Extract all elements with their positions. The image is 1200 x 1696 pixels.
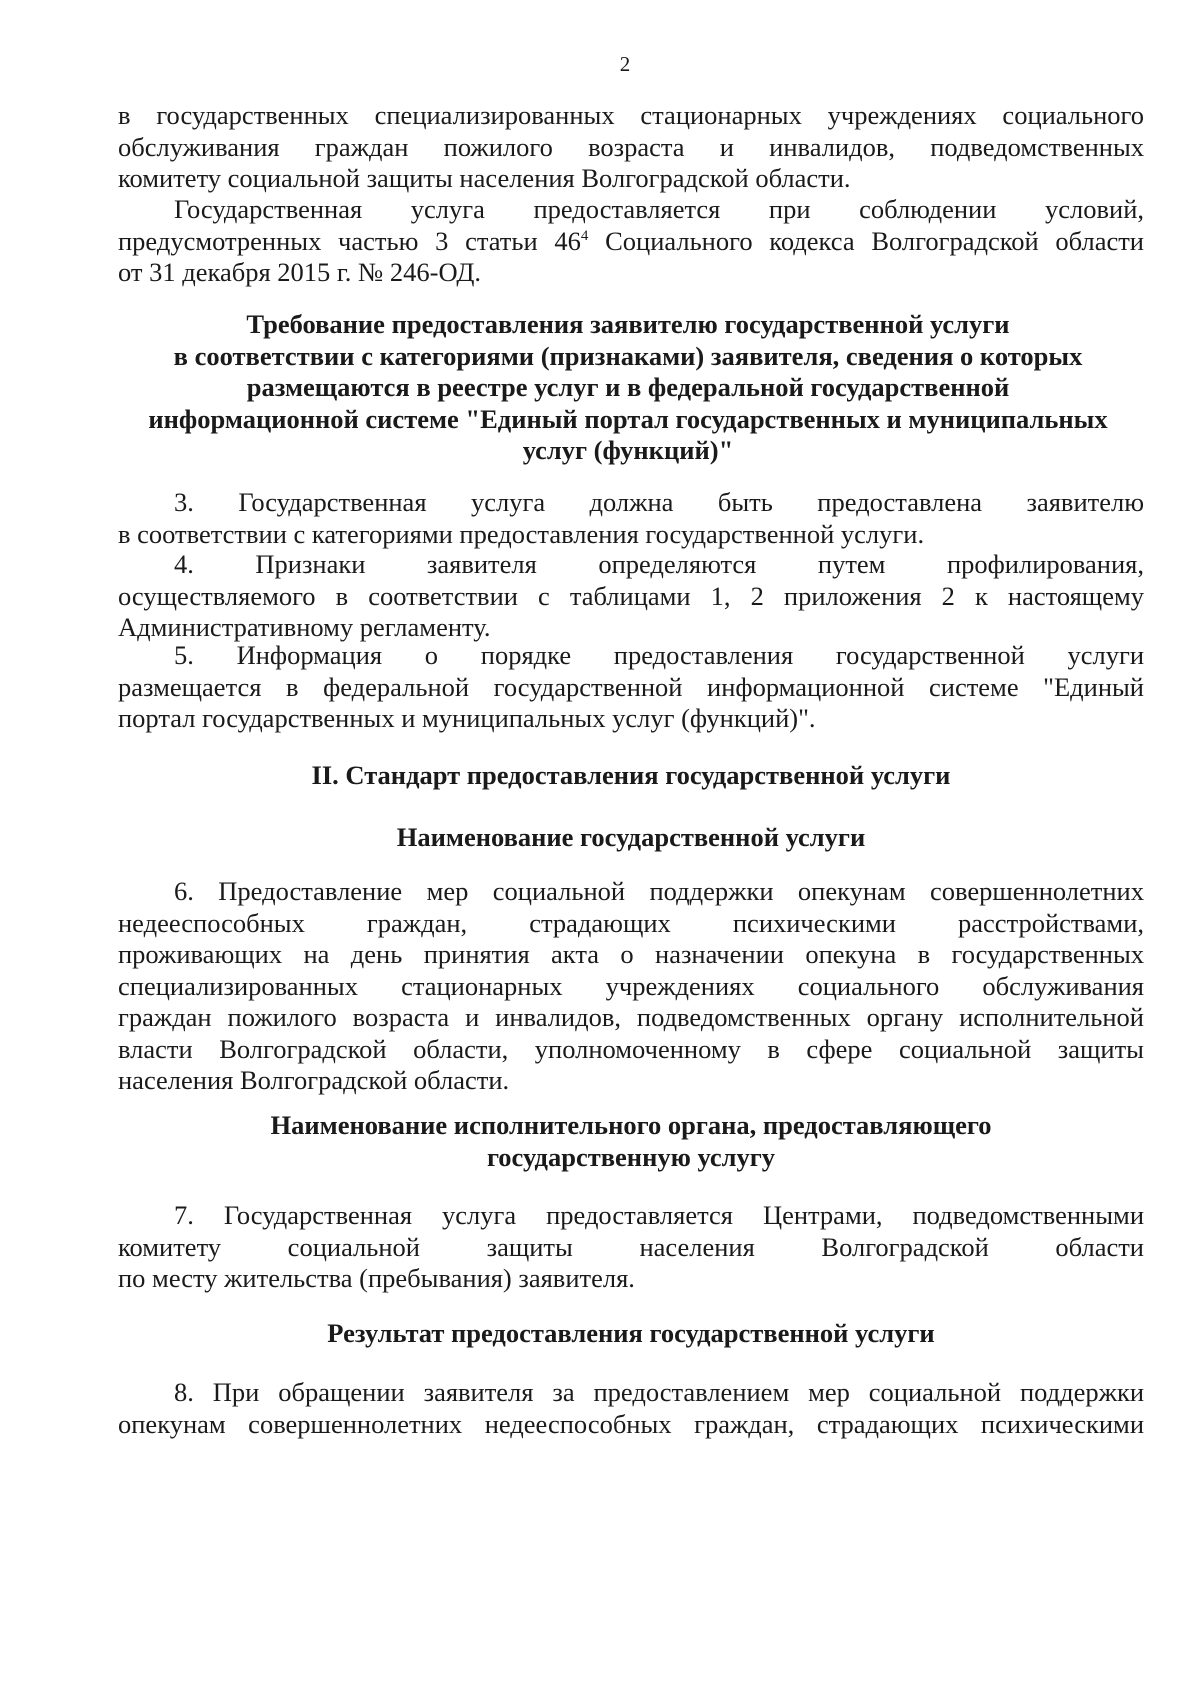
heading-line: Наименование исполнительного органа, предоставляющего [270, 1110, 992, 1140]
text-line: по месту жительства (пребывания) заявителя. [118, 1263, 635, 1293]
text-line: 4. Признаки заявителя определяются путем профилирования, [174, 549, 1144, 579]
text-line: населения Волгоградской области. [118, 1065, 510, 1095]
paragraph-item-8 [118, 1377, 1144, 1440]
text-line: комитету социальной защиты населения Волгоградской области. [118, 163, 851, 193]
text-line: 5. Информация о порядке предоставления государственной услуги [174, 640, 1144, 670]
paragraph-continued [118, 100, 1144, 195]
heading-requirement [108, 309, 1148, 467]
text-line: 7. Государственная услуга предоставляется Центрами, подведомственными [174, 1200, 1144, 1230]
text-line: обслуживания граждан пожилого возраста и инвалидов, подведомственных [118, 131, 1144, 162]
text-line: размещается в федеральной государственной информационной системе "Единый [118, 671, 1144, 702]
text-line: комитету социальной защиты населения Волгоградской области [118, 1231, 1144, 1262]
text-line: власти Волгоградской области, уполномоченному в сфере социальной защиты [118, 1033, 1144, 1064]
text-line: проживающих на день принятия акта о назначении опекуна в государственных [118, 939, 1144, 969]
text-line: специализированных стационарных учреждениях социального обслуживания [118, 970, 1144, 1001]
text-line: осуществляемого в соответствии с таблицами 1, 2 приложения 2 к настоящему [118, 580, 1144, 611]
paragraph-item-6 [118, 876, 1144, 1097]
superscript: 4 [580, 227, 589, 244]
heading-line: информационной системе "Единый портал государственных и муниципальных [148, 403, 1108, 434]
heading-line: Результат предоставления государственной услуги [327, 1318, 935, 1348]
heading-executive-body [118, 1110, 1144, 1173]
heading-line: в соответствии с категориями (признаками) заявителя, сведения о которых [173, 340, 1083, 371]
text-line: 3. Государственная услуга должна быть предоставлена заявителю [174, 487, 1144, 517]
text-line: Административному регламенту. [118, 612, 491, 642]
paragraph-item-3 [118, 487, 1144, 550]
heading-line: размещаются в реестре услуг и в федеральной государственной [246, 372, 1010, 402]
text-line: Государственная услуга предоставляется при соблюдении условий, [174, 194, 1144, 224]
paragraph-item-4 [118, 549, 1144, 644]
heading-line: II. Стандарт предоставления государственной услуги [311, 760, 951, 790]
paragraph-condition [118, 194, 1144, 289]
text-line: предусмотренных частью 3 статьи $46^4$ Социального кодекса Волгоградской области [118, 225, 1144, 256]
text-line: 6. Предоставление мер социальной поддержки опекунам совершеннолетних [174, 876, 1144, 906]
heading-line: Наименование государственной услуги [396, 822, 866, 852]
paragraph-item-5 [118, 640, 1144, 735]
heading-line: государственную услугу [486, 1141, 776, 1172]
heading-service-name [118, 822, 1144, 854]
text-line: портал государственных и муниципальных услуг (функций)". [118, 703, 816, 733]
text-line: от 31 декабря 2015 г. № 246-ОД. [118, 257, 482, 287]
heading-line: Требование предоставления заявителю государственной услуги [246, 309, 1010, 339]
text-line: недееспособных граждан, страдающих психическими расстройствами, [118, 907, 1144, 938]
text-line: опекунам совершеннолетних недееспособных граждан, страдающих психическими [118, 1408, 1144, 1439]
text-line: граждан пожилого возраста и инвалидов, подведомственных органу исполнительной [118, 1002, 1144, 1032]
section-title [118, 760, 1144, 792]
text-line: в государственных специализированных стационарных учреждениях социального [118, 100, 1144, 130]
page-number: 2 [619, 52, 631, 76]
text-line: 8. При обращении заявителя за предоставлением мер социальной поддержки [174, 1377, 1144, 1407]
heading-line: услуг (функций)" [522, 435, 734, 465]
paragraph-item-7 [118, 1200, 1144, 1295]
heading-result [118, 1318, 1144, 1350]
text-line: в соответствии с категориями предоставления государственной услуги. [118, 518, 925, 549]
